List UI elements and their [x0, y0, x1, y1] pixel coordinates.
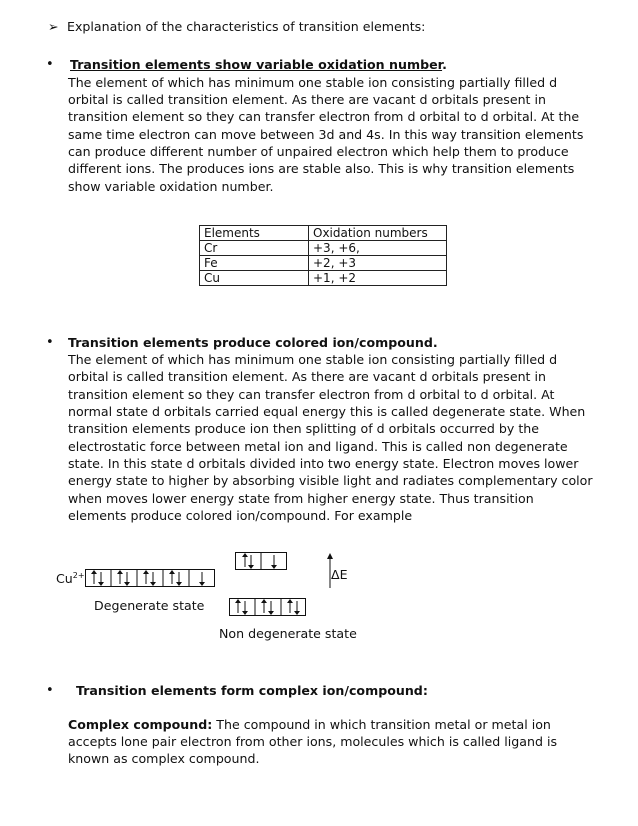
section2-line: orbital is called transition element. As there are vacant d orbitals present in	[68, 369, 546, 384]
section1-title	[70, 56, 447, 73]
table-header-cell: Elements	[200, 226, 309, 241]
heading-arrow-icon: ➢	[48, 19, 59, 34]
table-header-cell: Oxidation numbers	[309, 226, 447, 241]
section2-line: transition element so they can transfer electron from d orbital to d orbital. At	[68, 387, 555, 402]
complex-compound-term: Complex compound:	[68, 717, 213, 732]
section1-line: can produce different number of unpaired electron which help them to produce	[68, 144, 569, 159]
table-cell: Cu	[200, 271, 309, 286]
lower-split-orbitals	[229, 598, 309, 618]
table-cell: +2, +3	[309, 256, 447, 271]
electron-pair-icon	[242, 553, 254, 569]
table-row	[200, 271, 447, 286]
electron-pair-icon	[235, 599, 248, 615]
electron-single-icon	[271, 555, 277, 569]
section2-line: elements produce colored ion/compound. For example	[68, 508, 413, 523]
table-cell: Cr	[200, 241, 309, 256]
section1-line: transition element so they can transfer electron from d orbital to d orbital. At the	[68, 109, 580, 124]
section2-line: energy state to higher by absorbing visible light and radiates complementary color	[68, 473, 593, 488]
section1-title-suffix: .	[442, 57, 447, 72]
section1-line: same time electron can move between 3d and 4s. In this way transition elements	[68, 127, 584, 142]
table-cell: +1, +2	[309, 271, 447, 286]
orbital-box-outline	[86, 570, 215, 587]
section3-line: known as complex compound.	[68, 751, 260, 766]
section3-line	[68, 716, 551, 733]
electron-pair-icon	[287, 599, 300, 615]
section2-line: electrostatic force between metal ion and ligand. This is called non degenerate	[68, 439, 568, 454]
section1-line: different ions. The produces ions are stable also. This is why transition elements	[68, 161, 575, 176]
ion-charge: 2+	[72, 571, 85, 580]
degenerate-orbitals	[85, 569, 225, 589]
section2-line: The element of which has minimum one stable ion consisting partially filled d	[68, 352, 558, 367]
electron-pair-icon	[91, 570, 104, 586]
table-header-row	[200, 226, 447, 241]
section2-line: normal state d orbitals carried equal energy this is called degenerate state. When	[68, 404, 586, 419]
electron-pair-icon	[261, 599, 274, 615]
table-row	[200, 241, 447, 256]
ion-symbol: Cu	[56, 571, 73, 587]
section2-title: Transition elements produce colored ion/compound.	[68, 335, 438, 350]
table-cell: +3, +6,	[309, 241, 447, 256]
table-row	[200, 256, 447, 271]
table-cell: Fe	[200, 256, 309, 271]
section1-title-text: Transition elements show variable oxidation number	[70, 57, 443, 72]
bullet-icon: •	[46, 57, 54, 72]
electron-single-icon	[199, 572, 205, 586]
section2-line: when moves lower energy state from higher energy state. Thus transition	[68, 491, 534, 506]
section3-title: Transition elements form complex ion/compound:	[76, 683, 428, 698]
electron-pair-icon	[143, 570, 156, 586]
section3-line: accepts lone pair electron from other ions, molecules which is called ligand is	[68, 734, 558, 749]
electron-pair-icon	[117, 570, 130, 586]
non-degenerate-state-label: Non degenerate state	[219, 626, 357, 641]
oxidation-table	[199, 225, 447, 286]
degenerate-state-label: Degenerate state	[94, 598, 205, 613]
section2-line: state. In this state d orbitals divided into two energy state. Electron moves lower	[68, 456, 579, 471]
ion-label	[56, 568, 85, 587]
section2-line: transition elements produce ion then splitting of d orbitals occurred by the	[68, 421, 539, 436]
section1-line: orbital is called transition element. As there are vacant d orbitals present in	[68, 92, 546, 107]
section1-line: show variable oxidation number.	[68, 179, 274, 194]
orbital-box-outline	[230, 599, 306, 616]
upper-split-orbitals	[235, 552, 295, 572]
heading-text: Explanation of the characteristics of transition elements:	[67, 19, 426, 34]
section3-line-rest: The compound in which transition metal or metal ion	[212, 717, 551, 732]
electron-pair-icon	[169, 570, 182, 586]
delta-e-label: ΔE	[331, 567, 348, 582]
bullet-icon: •	[46, 683, 54, 698]
bullet-icon: •	[46, 335, 54, 350]
section1-line: The element of which has minimum one stable ion consisting partially filled d	[68, 75, 558, 90]
